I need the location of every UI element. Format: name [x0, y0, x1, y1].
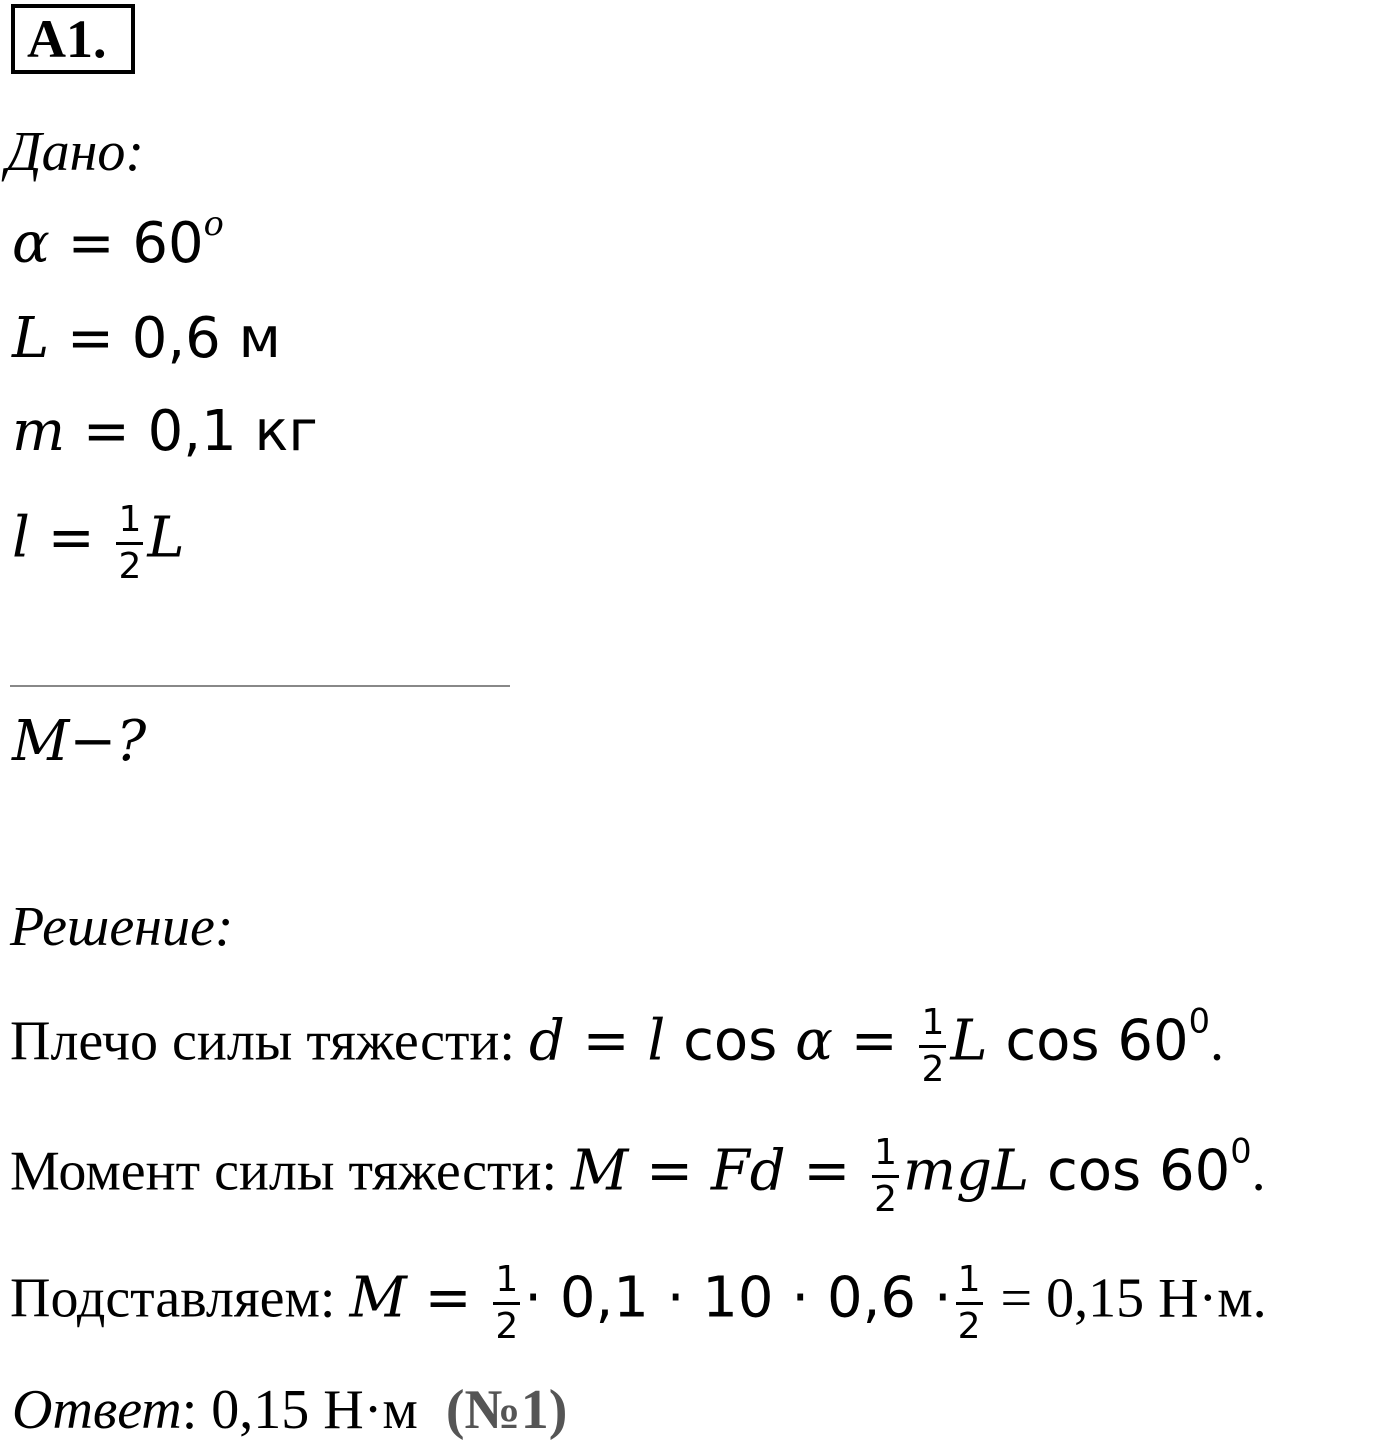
line3-fraction-1-den: 2: [495, 1306, 519, 1347]
line1-alpha: α: [795, 1008, 833, 1074]
answer-label: Ответ: [12, 1379, 182, 1441]
line2-Fd: Fd: [710, 1138, 786, 1204]
line1-d: d: [528, 1008, 565, 1074]
line3-fraction-2-num: 1: [956, 1260, 983, 1305]
line1-eq1: =: [564, 1008, 648, 1074]
line2-fraction-den: 2: [874, 1179, 898, 1220]
line2-fraction: [872, 1133, 899, 1220]
arm-fraction: [116, 500, 143, 587]
line1-L: L: [950, 1008, 988, 1074]
line1-prefix: Плечо силы тяжести:: [10, 1010, 529, 1073]
line2-prefix: Момент силы тяжести:: [10, 1140, 572, 1203]
line3-fraction-1: [493, 1260, 520, 1347]
find-line: [12, 710, 146, 774]
solution-line-1: [10, 1003, 1224, 1090]
solution-line-3: [10, 1260, 1267, 1347]
given-alpha: [12, 204, 224, 276]
given-divider: [10, 685, 510, 687]
answer-line: [12, 1378, 567, 1442]
given-mass: [12, 400, 318, 464]
line2-eq1: =: [628, 1138, 711, 1204]
arm-fraction-den: 2: [118, 546, 142, 587]
length-eq: =: [49, 306, 132, 371]
line2-end: .: [1251, 1140, 1266, 1203]
line1-end: .: [1210, 1010, 1225, 1073]
line3-middle: · 0,1 · 10 · 0,6 ·: [524, 1265, 952, 1331]
line3-eq1: =: [406, 1265, 490, 1331]
line3-fraction-2: [956, 1260, 983, 1347]
line1-eq2: =: [832, 1008, 916, 1074]
line1-fraction: [919, 1003, 946, 1090]
line3-prefix: Подставляем:: [10, 1267, 350, 1330]
length-symbol: L: [12, 306, 50, 371]
solution-line-2: [10, 1133, 1266, 1220]
alpha-symbol: α: [12, 211, 50, 276]
line1-degree: 0: [1188, 1001, 1211, 1041]
line1-fraction-den: 2: [921, 1049, 945, 1090]
line3-fraction-1-num: 1: [493, 1260, 520, 1305]
line2-eq2: =: [785, 1138, 869, 1204]
mass-eq: =: [65, 399, 148, 464]
problem-number: A1.: [27, 9, 107, 69]
arm-rhs: L: [147, 505, 185, 571]
mass-value: 0,1 кг: [147, 399, 318, 464]
given-arm: [12, 500, 185, 587]
line2-degree: 0: [1230, 1131, 1252, 1171]
given-length: [12, 307, 281, 371]
answer-text: : 0,15 Н·м: [181, 1379, 418, 1441]
line3-M: M: [349, 1265, 407, 1331]
line1-cos2: cos 60: [987, 1008, 1189, 1074]
alpha-eq: =: [49, 211, 133, 276]
line1-fraction-num: 1: [919, 1003, 946, 1048]
arm-symbol: l: [12, 505, 30, 571]
line1-l: l: [647, 1008, 666, 1074]
alpha-value: 60: [132, 211, 204, 276]
length-value: 0,6 м: [131, 306, 281, 371]
line2-cos: cos 60: [1029, 1138, 1231, 1204]
line2-mgL: mgL: [903, 1138, 1030, 1204]
arm-fraction-num: 1: [116, 500, 143, 545]
line2-fraction-num: 1: [872, 1133, 899, 1178]
solution-title: Решение:: [10, 896, 234, 958]
problem-number-box: [11, 4, 135, 74]
line1-cos: cos: [665, 1008, 796, 1074]
line2-M: M: [571, 1138, 629, 1204]
arm-eq: =: [29, 505, 113, 571]
answer-ref: (№1): [445, 1379, 568, 1441]
given-title: Дано:: [6, 121, 145, 183]
find-text: M−?: [12, 709, 147, 774]
alpha-degree: o: [203, 204, 224, 244]
line3-fraction-2-den: 2: [957, 1306, 981, 1347]
mass-symbol: m: [12, 399, 66, 464]
line3-result: = 0,15 Н·м.: [986, 1267, 1267, 1330]
